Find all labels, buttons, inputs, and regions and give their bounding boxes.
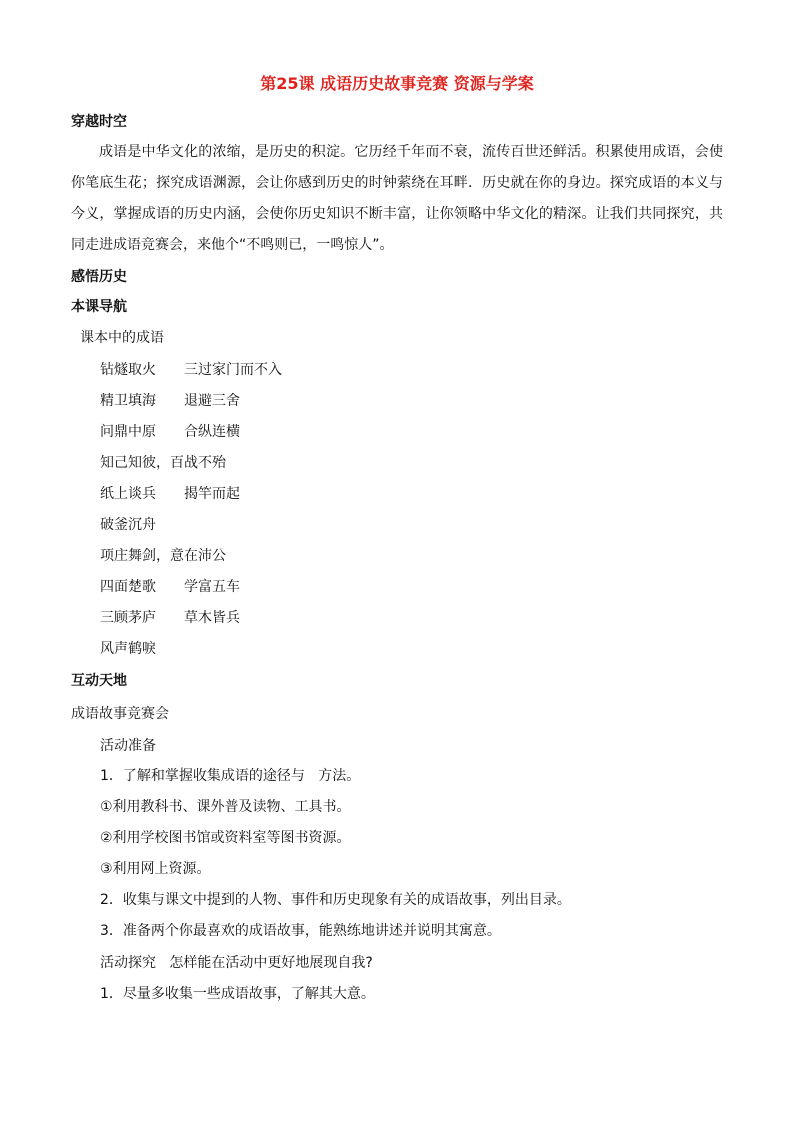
prep-item: 2．收集与课文中提到的人物、事件和历史现象有关的成语故事，列出目录。 <box>100 892 571 908</box>
idiom-item: 三过家门而不入 <box>184 362 282 378</box>
idiom-item: 精卫填海 <box>100 393 156 409</box>
activity-title: 成语故事竞赛会 <box>71 706 169 722</box>
section-heading-feel-history: 感悟历史 <box>71 269 127 285</box>
prep-item: ②利用学校图书馆或资料室等图书资源。 <box>100 830 351 846</box>
idiom-item: 问鼎中原 <box>100 424 156 440</box>
idiom-item: 合纵连横 <box>184 424 240 440</box>
section-heading-lesson-nav: 本课导航 <box>71 299 127 315</box>
prep-item: ③利用网上资源。 <box>100 861 211 877</box>
idiom-item: 钻燧取火 <box>100 362 156 378</box>
prep-item: 3．准备两个你最喜欢的成语故事，能熟练地讲述并说明其寓意。 <box>100 923 501 939</box>
idiom-item: 退避三舍 <box>184 393 240 409</box>
idiom-item: 草木皆兵 <box>184 610 240 626</box>
idiom-item: 纸上谈兵 <box>100 486 156 502</box>
prep-item: 1．了解和掌握收集成语的途径与 方法。 <box>100 768 361 784</box>
section-heading-interactive: 互动天地 <box>71 673 127 689</box>
idiom-item: 破釜沉舟 <box>100 517 156 533</box>
activity-prep-label: 活动准备 <box>100 738 156 754</box>
activity-explore-line: 活动探究 怎样能在活动中更好地展现自我? <box>100 955 373 971</box>
intro-paragraph: 成语是中华文化的浓缩，是历史的积淀。它历经千年而不衰，流传百世还鲜活。积累使用成语，会使你笔底生花；探究成语渊源，会让你感到历史的时钟萦绕在耳畔．历史就在你的身边。探究成语的本义与今义，掌握成语的历史内涵，会使你历史知识不断丰富，让你领略中华文化的精深。让我们共同探究，共同走进成语竞赛会，来他个“不鸣则已，一鸣惊人”。 <box>71 144 723 253</box>
idiom-item: 项庄舞剑，意在沛公 <box>100 548 226 564</box>
idiom-item: 揭竿而起 <box>184 486 240 502</box>
idiom-item: 四面楚歌 <box>100 579 156 595</box>
idiom-item: 知己知彼，百战不殆 <box>100 455 226 471</box>
idiom-item: 学富五车 <box>184 579 240 595</box>
idiom-item: 三顾茅庐 <box>100 610 156 626</box>
explore-item: 1．尽量多收集一些成语故事，了解其大意。 <box>100 986 375 1002</box>
section-heading-time-travel: 穿越时空 <box>71 114 127 130</box>
prep-item: ①利用教科书、课外普及读物、工具书。 <box>100 799 351 815</box>
textbook-idioms-label: 课本中的成语 <box>80 330 164 346</box>
page-title: 第25课 成语历史故事竞赛 资源与学案 <box>260 74 534 93</box>
idiom-item: 风声鹤唳 <box>100 641 156 657</box>
